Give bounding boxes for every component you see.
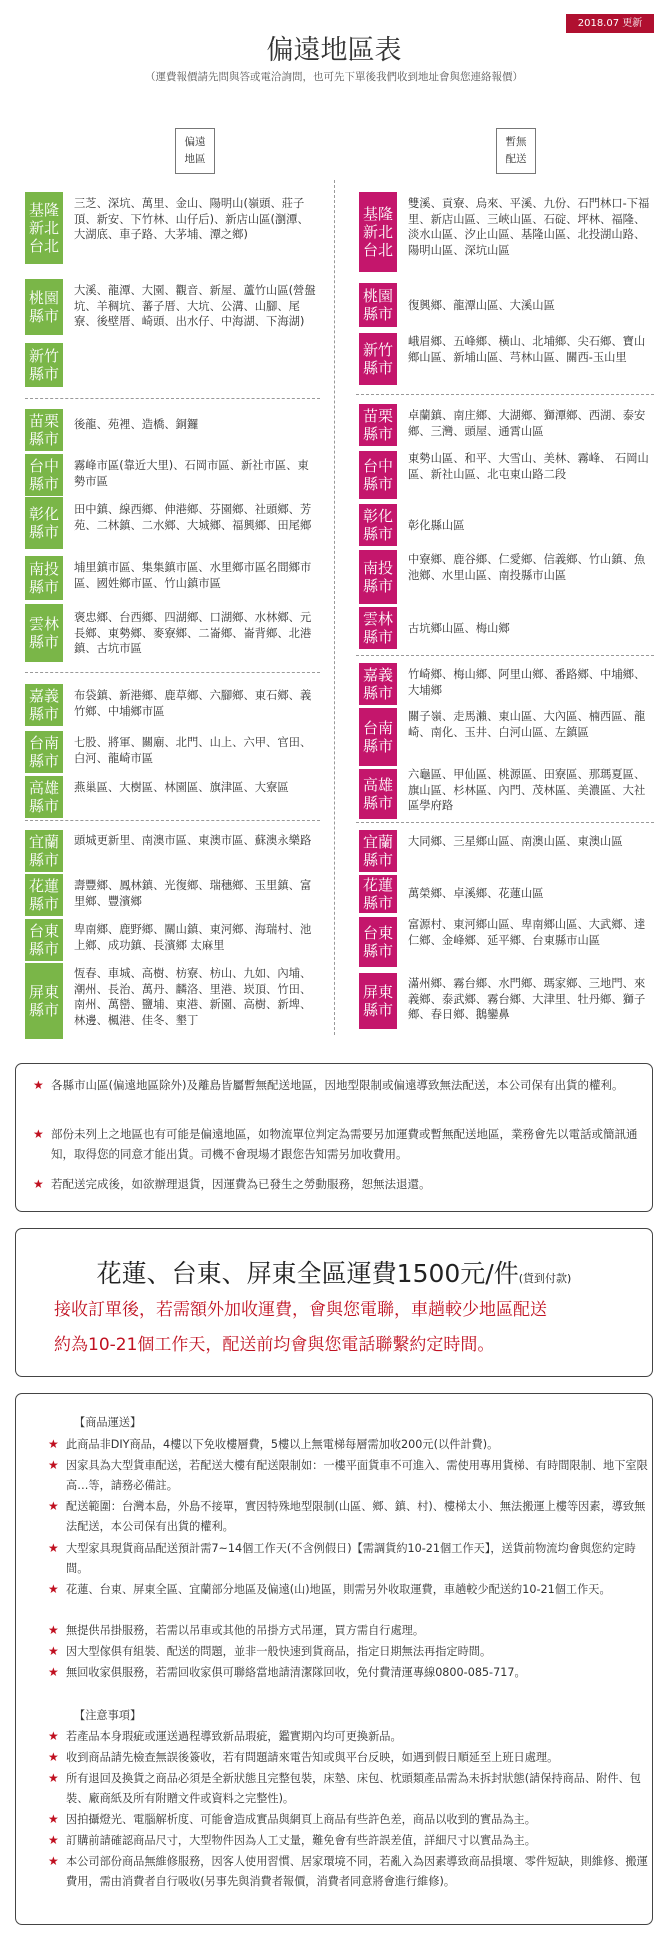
star-icon: ★ bbox=[48, 1437, 59, 1451]
shipping-item: ★ 大型家具現貨商品配送預計需7~14個工作天(不含例假日)【需調貨約10-21個工作天】，送貨前物流均會與您約定時間。 bbox=[48, 1541, 636, 1575]
note-item: ★ 各縣市山區(偏遠地區除外)及離島皆屬暫無配送地區，因地型限制或偏遠導致無法配送，本公司保有出貨的權利。 bbox=[51, 1075, 651, 1095]
left-region-8: 嘉義 縣市 bbox=[25, 684, 63, 726]
right-heading-text: 暫無 配送 bbox=[505, 136, 527, 165]
right-region-4: 台中 縣市 bbox=[359, 451, 397, 499]
right-areas-0: 雙溪、貢寮、烏來、平溪、九份、石門林口-下福里、新店山區、三峽山區、石碇、坪林、福隆、淡水山區、汐止山區、基隆山區、北投湖山路、陽明山區、深坑山區 bbox=[408, 197, 650, 257]
freight-headline: 花蓮、台東、屏東全區運費1500元/件(貨到付款) bbox=[96, 1259, 572, 1288]
left-areas-6: 埔里鎮市區、集集鎮市區、水里鄉市區名間鄉市區、國姓鄉市區、竹山鎮市區 bbox=[74, 561, 312, 590]
star-icon: ★ bbox=[48, 1582, 59, 1596]
left-areas-13: 卑南鄉、鹿野鄉、關山鎮、東河鄉、海瑞村、池上鄉、成功鎮、長濱鄉 太麻里 bbox=[74, 923, 312, 952]
caution-item: ★ 本公司部份商品無維修服務，因客人使用習慣、居家環境不同，若亂入為因素導致商品損壞、零件短缺，則維修、搬運費用，需由消費者自行吸收(另事先與消費者報價，消費者同意將會進行維修)。 bbox=[48, 1854, 648, 1888]
right-region-2: 新竹 縣市 bbox=[359, 333, 397, 385]
right-region-9: 台南 縣市 bbox=[359, 708, 397, 766]
note-item: ★ 若配送完成後，如欲辦理退貨，因運費為已發生之勞動服務，恕無法退還。 bbox=[51, 1174, 651, 1194]
right-areas-14: 滿州鄉、霧台鄉、水門鄉、瑪家鄉、三地門、來義鄉、泰武鄉、霧台鄉、大津里、牡丹鄉、獅子鄉、春日鄉、鵝鑾鼻 bbox=[408, 977, 646, 1021]
freight-red-line-1: 接收訂單後，若需額外加收運費，會與您電聯，車趟較少地區配送 bbox=[54, 1300, 547, 1320]
right-areas-2: 峨眉鄉、五峰鄉、橫山、北埔鄉、尖石鄉、寶山鄉山區、新埔山區、芎林山區、關西-玉山里 bbox=[408, 335, 646, 364]
freight-red-line-2: 約為10-21個工作天，配送前均會與您電話聯繫約定時間。 bbox=[54, 1335, 495, 1355]
caution-item: ★ 收到商品請先檢查無誤後簽收，若有問題請來電告知或與平台反映，如遇到假日順延至上班日處理。 bbox=[66, 1748, 656, 1768]
right-areas-11: 大同鄉、三星鄉山區、南澳山區、東澳山區 bbox=[408, 835, 623, 848]
right-region-5: 彰化 縣市 bbox=[359, 504, 397, 546]
notes-box bbox=[15, 1063, 653, 1212]
right-region-6: 南投 縣市 bbox=[359, 550, 397, 604]
left-areas-14: 恆春、車城、高樹、枋寮、枋山、九如、內埔、潮州、長治、萬丹、麟洛、里港、崁頂、竹田、南州、萬巒、鹽埔、東港、新園、高樹、新埤、林邊、楓港、佳冬、墾丁 bbox=[74, 967, 312, 1027]
freight-headline-note: (貨到付款) bbox=[518, 1272, 572, 1285]
caution-item: ★ 訂購前請確認商品尺寸，大型物件因為人工丈量，難免會有些許誤差值，詳細尺寸以實品為主。 bbox=[66, 1831, 656, 1851]
divider bbox=[25, 398, 320, 399]
star-icon: ★ bbox=[48, 1541, 59, 1555]
left-areas-9: 七股、將軍、關廟、北門、山上、六甲、官田、白河、龍崎市區 bbox=[74, 736, 312, 765]
divider bbox=[356, 822, 654, 823]
right-region-11: 宜蘭 縣市 bbox=[359, 830, 397, 872]
divider bbox=[356, 394, 654, 395]
right-areas-12: 萬榮鄉、卓溪鄉、花蓮山區 bbox=[408, 887, 544, 900]
star-icon: ★ bbox=[48, 1833, 59, 1847]
right-areas-5: 彰化縣山區 bbox=[408, 519, 465, 532]
left-region-5: 彰化 縣市 bbox=[25, 497, 63, 549]
left-region-2: 新竹 縣市 bbox=[25, 343, 63, 387]
left-areas-12: 壽豐鄉、鳳林鎮、光復鄉、瑞穗鄉、玉里鎮、富里鄉、豐濱鄉 bbox=[74, 879, 312, 908]
right-areas-1: 復興鄉、龍潭山區、大溪山區 bbox=[408, 299, 555, 312]
left-region-14: 屏東 縣市 bbox=[25, 963, 63, 1039]
right-areas-10: 六龜區、甲仙區、桃源區、田寮區、那瑪夏區、旗山區、杉林區、內門、茂林區、美濃區、大社區學府路 bbox=[408, 768, 646, 812]
left-areas-0: 三芝、深坑、萬里、金山、陽明山(嶺頭、莊子頂、新安、下竹林、山仔后)、新店山區(瀏潭、大湖底、車子路、大茅埔、潭之鄉) bbox=[74, 197, 309, 241]
caution-item: ★ 因拍攝燈光、電腦解析度、可能會造成實品與網頁上商品有些許色差，商品以收到的實品為主。 bbox=[66, 1810, 656, 1830]
star-icon: ★ bbox=[33, 1078, 44, 1092]
update-badge: 2018.07 更新 bbox=[566, 14, 654, 33]
star-icon: ★ bbox=[48, 1812, 59, 1826]
right-region-3: 苗栗 縣市 bbox=[359, 404, 397, 446]
right-areas-3: 卓蘭鎮、南庄鄉、大湖鄉、獅潭鄉、西湖、泰安鄉、三灣、頭屋、通霄山區 bbox=[408, 409, 646, 438]
left-region-4: 台中 縣市 bbox=[25, 454, 63, 496]
shipping-item: ★ 無回收家俱服務，若需回收家俱可聯絡當地請清潔隊回收，免付費清運專線0800-085-717。 bbox=[66, 1663, 656, 1683]
right-region-0: 基隆 新北 台北 bbox=[359, 192, 397, 272]
shipping-heading: 【商品運送】 bbox=[74, 1416, 142, 1429]
left-region-11: 宜蘭 縣市 bbox=[25, 830, 63, 872]
left-region-1: 桃園 縣市 bbox=[25, 279, 63, 335]
left-areas-1: 大溪、龍潭、大園、觀音、新屋、蘆竹山區(營盤坑、羊稠坑、蕃子厝、大坑、公溝、山腳、尾寮、後壁厝、崎頭、出水仔、中海湖、下海湖) bbox=[74, 284, 316, 328]
right-areas-9: 關子嶺、走馬瀨、東山區、大內區、楠西區、龍崎、南化、玉井、白河山區、左鎮區 bbox=[408, 710, 646, 739]
star-icon: ★ bbox=[33, 1177, 44, 1191]
right-region-13: 台東 縣市 bbox=[359, 917, 397, 967]
page-title: 偏遠地區表 bbox=[266, 35, 402, 66]
right-areas-7: 古坑鄉山區、梅山鄉 bbox=[408, 622, 510, 635]
right-areas-4: 東勢山區、和平、大雪山、美林、霧峰、 石岡山區、新社山區、北屯東山路二段 bbox=[408, 452, 649, 481]
star-icon: ★ bbox=[48, 1458, 59, 1472]
page-subtitle: （運費報價請先問與答或電洽詢問，也可先下單後我們收到地址會與您連絡報價） bbox=[145, 71, 523, 83]
left-region-9: 台南 縣市 bbox=[25, 731, 63, 773]
shipping-item: ★ 此商品非DIY商品，4樓以下免收樓層費，5樓以上無電梯每層需加收200元(以件計費)。 bbox=[66, 1435, 656, 1455]
left-areas-4: 霧峰市區(靠近大里)、石岡市區、新社市區、東勢市區 bbox=[74, 459, 309, 488]
caution-item: ★ 所有退回及換貨之商品必須是全新狀態且完整包裝，床墊、床包、枕頭類產品需為未拆封狀態(請保持商品、附件、包裝、廠商紙及所有附贈文件或資料之完整性)。 bbox=[48, 1771, 641, 1805]
shipping-box bbox=[15, 1393, 653, 1925]
left-region-10: 高雄 縣市 bbox=[25, 776, 63, 818]
divider bbox=[25, 672, 320, 673]
right-areas-13: 富源村、東河鄉山區、卑南鄉山區、大武鄉、達仁鄉、金峰鄉、延平鄉、台東縣市山區 bbox=[408, 918, 646, 947]
star-icon: ★ bbox=[33, 1127, 44, 1141]
divider bbox=[356, 655, 654, 656]
right-region-7: 雲林 縣市 bbox=[359, 607, 397, 649]
star-icon: ★ bbox=[48, 1644, 59, 1658]
shipping-item: ★ 花蓮、台東、屏東全區、宜蘭部分地區及偏遠(山)地區，則需另外收取運費，車趟較少配送約10-21個工作天。 bbox=[66, 1580, 656, 1600]
left-areas-5: 田中鎮、線西鄉、伸港鄉、芬園鄉、社頭鄉、芳苑、二林鎮、二水鄉、大城鄉、福興鄉、田尾鄉 bbox=[74, 503, 312, 532]
star-icon: ★ bbox=[48, 1729, 59, 1743]
right-region-1: 桃園 縣市 bbox=[359, 283, 397, 327]
shipping-item: ★ 配送範圍：台灣本島，外島不接單，實因特殊地型限制(山區、鄉、鎮、村)、樓梯太小、無法搬運上樓等因素，導致無法配送，本公司保有出貨的權利。 bbox=[48, 1499, 646, 1533]
left-region-7: 雲林 縣市 bbox=[25, 604, 63, 662]
caution-item: ★ 若產品本身瑕疵或運送過程導致新品瑕疵，鑑實期內均可更換新品。 bbox=[66, 1727, 656, 1747]
left-region-13: 台東 縣市 bbox=[25, 919, 63, 961]
star-icon: ★ bbox=[48, 1771, 59, 1785]
star-icon: ★ bbox=[48, 1623, 59, 1637]
caution-heading: 【注意事項】 bbox=[74, 1709, 142, 1722]
divider bbox=[25, 820, 320, 821]
right-region-10: 高雄 縣市 bbox=[359, 769, 397, 819]
right-region-14: 屏東 縣市 bbox=[359, 973, 397, 1029]
right-region-8: 嘉義 縣市 bbox=[359, 663, 397, 705]
left-areas-8: 布袋鎮、新港鄉、鹿草鄉、六腳鄉、東石鄉、義竹鄉、中埔鄉市區 bbox=[74, 689, 312, 718]
left-areas-7: 褒忠鄉、台西鄉、四湖鄉、口湖鄉、水林鄉、元長鄉、東勢鄉、麥寮鄉、二崙鄉、崙背鄉、北港鎮、古坑市區 bbox=[74, 611, 312, 655]
star-icon: ★ bbox=[48, 1499, 59, 1513]
star-icon: ★ bbox=[48, 1854, 59, 1868]
right-region-12: 花蓮 縣市 bbox=[359, 875, 397, 913]
right-areas-6: 中寮鄉、鹿谷鄉、仁愛鄉、信義鄉、竹山鎮、魚池鄉、水里山區、南投縣市山區 bbox=[408, 553, 646, 582]
freight-box bbox=[15, 1228, 653, 1377]
star-icon: ★ bbox=[48, 1750, 59, 1764]
right-column-heading bbox=[496, 128, 536, 174]
note-item: ★ 部份未列上之地區也有可能是偏遠地區，如物流單位判定為需要另加運費或暫無配送地區，業務會先以電話或簡訊通知，取得您的同意才能出貨。司機不會現場才跟您告知需另加收費用。 bbox=[51, 1124, 651, 1164]
right-areas-8: 竹崎鄉、梅山鄉、阿里山鄉、番路鄉、中埔鄉、大埔鄉 bbox=[408, 668, 646, 697]
shipping-item: ★ 因大型傢俱有組裝、配送的問題，並非一般快速到貨商品，指定日期無法再指定時間。 bbox=[66, 1642, 656, 1662]
left-column-heading bbox=[175, 128, 215, 174]
column-divider bbox=[334, 180, 335, 1035]
left-areas-3: 後龍、苑裡、造橋、銅鑼 bbox=[74, 418, 199, 431]
left-areas-10: 燕巢區、大樹區、林園區、旗津區、大寮區 bbox=[74, 781, 289, 794]
star-icon: ★ bbox=[48, 1665, 59, 1679]
shipping-item: ★ 無提供吊掛服務，若需以吊車或其他的吊掛方式吊運，買方需自行處理。 bbox=[66, 1621, 656, 1641]
left-region-6: 南投 縣市 bbox=[25, 556, 63, 600]
left-region-0: 基隆 新北 台北 bbox=[25, 192, 63, 264]
left-heading-text: 偏遠 地區 bbox=[184, 136, 206, 165]
left-region-12: 花蓮 縣市 bbox=[25, 874, 63, 916]
left-region-3: 苗栗 縣市 bbox=[25, 409, 63, 451]
left-areas-11: 頭城更新里、南澳市區、東澳市區、蘇澳永樂路 bbox=[74, 834, 312, 847]
shipping-item: ★ 因家具為大型貨車配送，若配送大樓有配送限制如：一樓平面貨車不可進入、需使用專用貨梯、有時間限制、地下室限高…等，請務必備註。 bbox=[48, 1458, 648, 1492]
